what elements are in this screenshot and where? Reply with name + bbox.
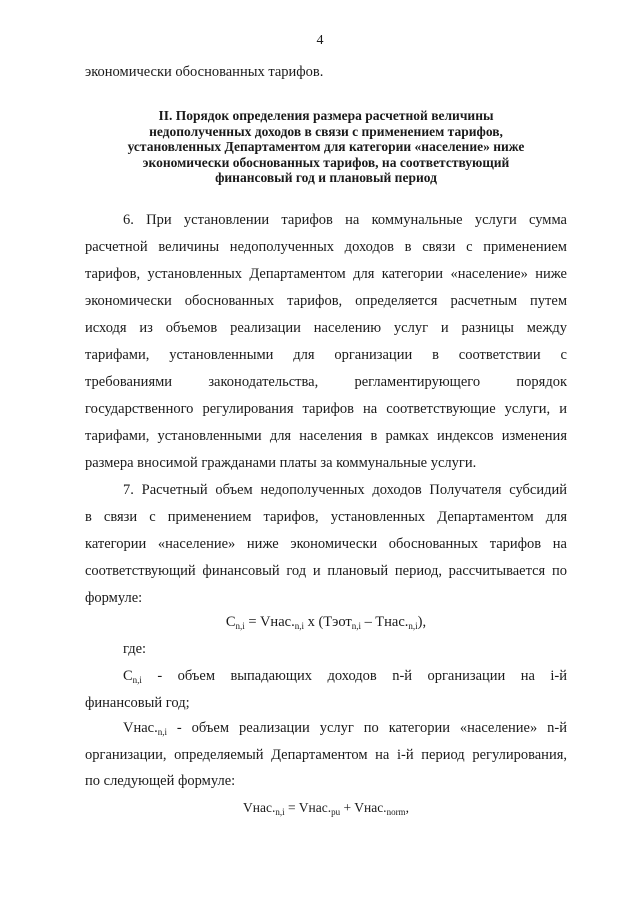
para7-line: формуле:	[85, 590, 143, 606]
para6-line: исходя из объемов реализации населению услуг и разницы между	[85, 320, 567, 336]
heading-line: II. Порядок определения размера расчетной величины	[158, 108, 494, 123]
para6-line: расчетной величины недополученных доходов в связи с применением	[85, 239, 567, 255]
def-v-line3: по следующей формуле:	[85, 773, 236, 789]
para6-line: требованиями законодательства, регламентирующего порядок	[85, 374, 567, 390]
para6-line: размера вносимой гражданами платы за коммунальные услуги.	[85, 455, 477, 471]
heading-line: финансовый год и плановый период	[215, 170, 437, 185]
para7-line: 7. Расчетный объем недополученных доходов Получателя субсидий	[123, 482, 567, 498]
para6-line: тарифами, установленными для организации в соответствии с	[85, 347, 567, 363]
para6-line: государственного регулирования тарифов на соответствующие услуги, и	[85, 401, 567, 417]
def-c-line2: финансовый год;	[85, 695, 190, 711]
heading-line: экономически обоснованных тарифов, на соответствующий	[142, 154, 510, 170]
para6-line: тарифами, установленными для населения в рамках индексов изменения	[85, 428, 567, 444]
page-number: 4	[316, 33, 324, 48]
para7-line: категории «население» ниже экономически обоснованных тарифов на	[85, 536, 567, 552]
heading-line: недополученных доходов в связи с применением тарифов,	[149, 123, 503, 139]
section-heading	[85, 108, 567, 186]
top-line: экономически обоснованных тарифов.	[85, 64, 324, 80]
para6-line: экономически обоснованных тарифов, определяется расчетным путем	[85, 293, 567, 309]
para7-line: в связи с применением тарифов, установленных Департаментом для	[85, 509, 567, 525]
formula-2: $Vнас._{n,i}$ = $Vнас._{pu}$ + $Vнас._{norm}$,	[243, 800, 409, 817]
where-label: где:	[123, 641, 147, 657]
formula-1: $C_{n,i}$ = $Vнас._{n,i}$ x (Tэот$_{n,i}$ – $Tнас._{n,i}$),	[225, 614, 427, 631]
def-v-line1: $Vнас._{n,i}$ - объем реализации услуг по категории «население» n-й	[123, 720, 567, 737]
heading-line: установленных Департаментом для категории «население» ниже	[127, 139, 525, 154]
para6-line: 6. При установлении тарифов на коммунальные услуги сумма	[123, 212, 567, 228]
para6-line: тарифов, установленных Департаментом для категории «население» ниже	[85, 266, 567, 282]
def-c-line1: $C_{n,i}$ - объем выпадающих доходов n-й организации на i-й	[123, 668, 567, 685]
def-v-line2: организации, определяемый Департаментом на i-й период регулирования,	[85, 747, 567, 763]
para7-line: соответствующий финансовый год и плановый период, рассчитывается по	[85, 563, 567, 579]
